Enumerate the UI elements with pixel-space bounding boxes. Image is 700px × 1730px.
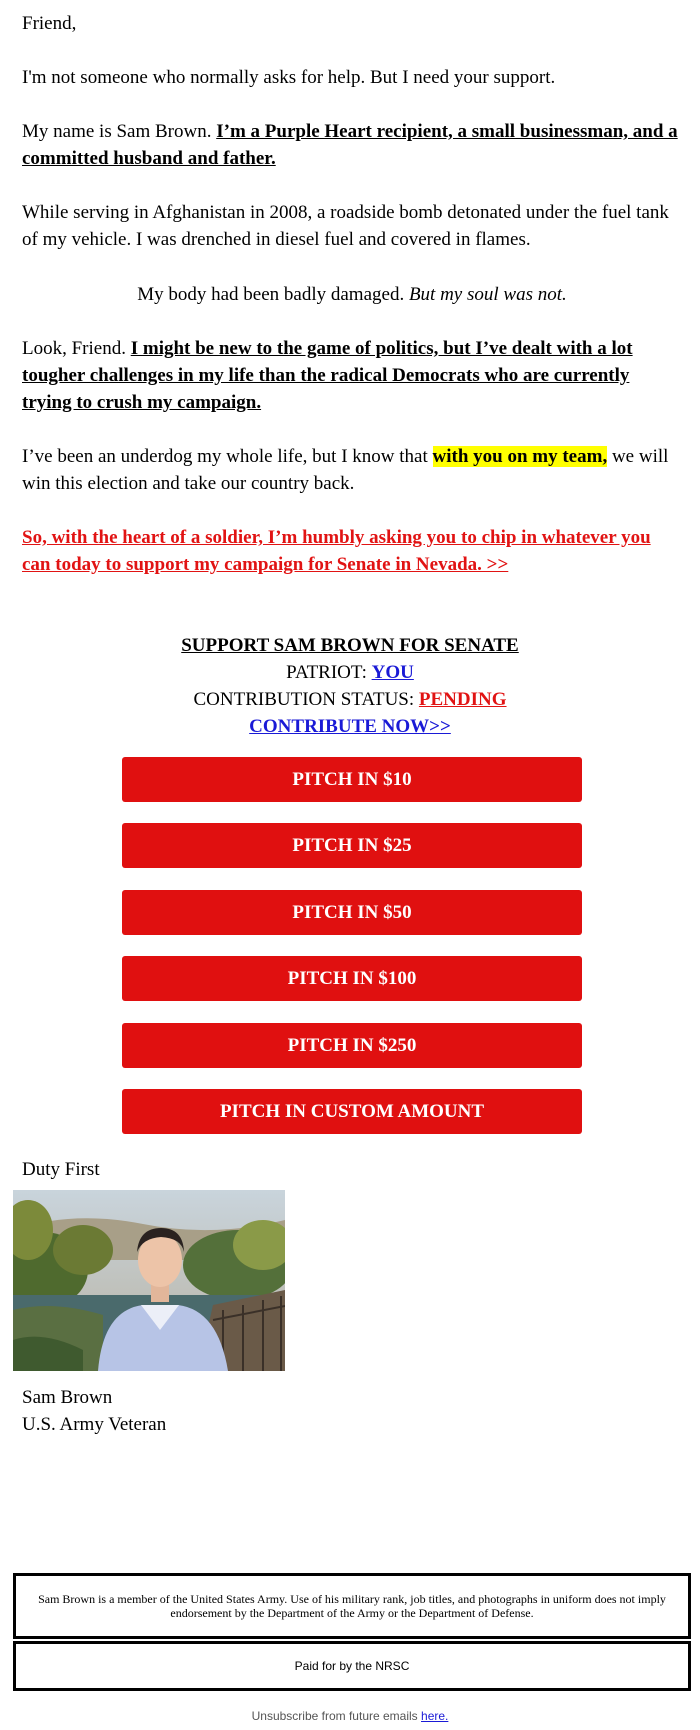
unsubscribe-link[interactable]: here. (421, 1709, 449, 1723)
patriot-line (0, 659, 700, 686)
paragraph-politics-lead: Look, Friend. (22, 338, 131, 359)
contribution-status-line (0, 686, 700, 713)
paragraph-name-bold: I’m a Purple Heart recipient, a small businessman, and a committed husband and father. (22, 121, 678, 169)
paid-for-text: Paid for by the NRSC (294, 1658, 410, 1673)
candidate-photo-image (13, 1190, 285, 1371)
pitch-in-10-button[interactable]: PITCH IN $10 (122, 757, 582, 802)
contribute-now-link[interactable]: CONTRIBUTE NOW>> (249, 716, 451, 737)
support-block (0, 632, 700, 740)
motto: Duty First (22, 1159, 100, 1180)
pitch-in-custom-button[interactable]: PITCH IN CUSTOM AMOUNT (122, 1089, 582, 1134)
pitch-in-25-button[interactable]: PITCH IN $25 (122, 823, 582, 868)
paragraph-underdog (22, 443, 682, 497)
paragraph-politics-bold: I might be new to the game of politics, but I’ve dealt with a lot tougher challenges in my life than the radical Democrats who are currently trying to crush my campaign. (22, 338, 633, 413)
paragraph-soul (22, 281, 682, 308)
highlighted-text: with you on my team, (432, 446, 608, 467)
paragraph-name-lead: My name is Sam Brown. (22, 121, 217, 142)
disclaimer-box (13, 1573, 691, 1639)
pitch-in-100-button[interactable]: PITCH IN $100 (122, 956, 582, 1001)
unsubscribe-line (0, 1703, 700, 1730)
patriot-you-link[interactable]: YOU (371, 662, 414, 683)
signature-name: Sam Brown (22, 1387, 113, 1408)
disclaimer-text: Sam Brown is a member of the United States Army. Use of his military rank, job titles, and photographs in uniform does not imply endorsement by the Department of the Army or the Department of Defense. (38, 1592, 666, 1620)
signature-title: U.S. Army Veteran (22, 1414, 167, 1435)
pitch-in-50-button[interactable]: PITCH IN $50 (122, 890, 582, 935)
candidate-photo (13, 1190, 285, 1371)
contribute-now-line (0, 713, 700, 740)
paragraph-afghanistan: While serving in Afghanistan in 2008, a roadside bomb detonated under the fuel tank of my vehicle. I was drenched in diesel fuel and covered in flames. (22, 202, 669, 250)
paid-for-box (13, 1641, 691, 1691)
paragraph-ask (22, 524, 682, 578)
paragraph-underdog-lead: I’ve been an underdog my whole life, but I know that (22, 446, 433, 467)
patriot-label: PATRIOT: (286, 662, 372, 683)
unsubscribe-text: Unsubscribe from future emails (251, 1709, 422, 1723)
paragraph-soul-italic: But my soul was not. (408, 284, 567, 305)
support-heading: SUPPORT SAM BROWN FOR SENATE (181, 635, 519, 656)
greeting: Friend, (22, 13, 77, 34)
status-pending-link[interactable]: PENDING (418, 689, 507, 710)
paragraph-underdog-tail: we will win this election and take our country back. (22, 446, 669, 494)
pitch-in-250-button[interactable]: PITCH IN $250 (122, 1023, 582, 1068)
chip-in-link[interactable]: So, with the heart of a soldier, I’m humbly asking you to chip in whatever you can today to support my campaign for Senate in Nevada. >> (22, 527, 651, 575)
status-label: CONTRIBUTION STATUS: (193, 689, 419, 710)
paragraph-politics (22, 335, 682, 416)
paragraph-name (22, 118, 682, 172)
paragraph-soul-plain: My body had been badly damaged. (137, 284, 409, 305)
paragraph-intro: I'm not someone who normally asks for help. But I need your support. (22, 67, 556, 88)
